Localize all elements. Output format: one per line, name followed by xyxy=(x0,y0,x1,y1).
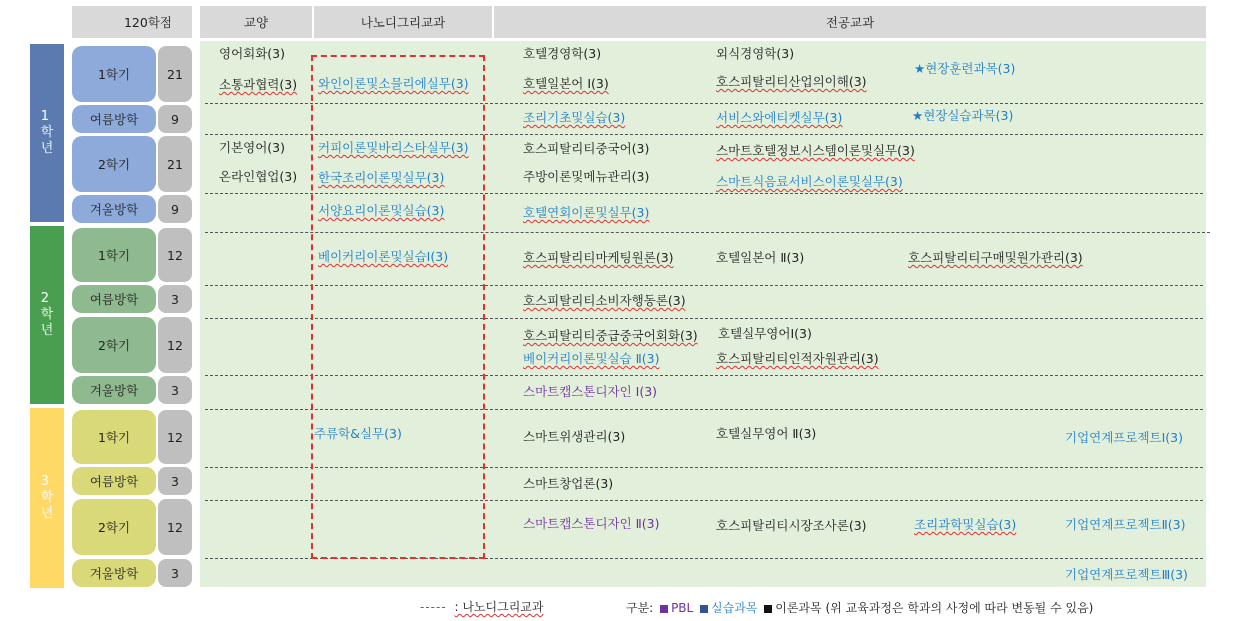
course: 호텔실무영어 Ⅱ(3) xyxy=(716,426,817,441)
course: 스마트캡스톤디자인 Ⅰ(3) xyxy=(523,384,658,399)
semester-box xyxy=(72,228,156,282)
course: 스마트창업론(3) xyxy=(523,476,614,491)
semester-box xyxy=(72,499,156,555)
credit-value: 9 xyxy=(171,111,179,127)
credit-value: 9 xyxy=(171,201,179,217)
nanodegree-header: 나노디그리교과 xyxy=(314,6,492,38)
course: 조리과학및실습(3) xyxy=(914,517,1017,532)
credit-box xyxy=(158,136,192,192)
course: 서비스와에티켓실무(3) xyxy=(716,110,843,125)
course: 소통과협력(3) xyxy=(219,77,298,92)
course: 주방이론및메뉴관리(3) xyxy=(523,169,650,184)
course: 스마트식음료서비스이론및실무(3) xyxy=(716,174,903,189)
course: 한국조리이론및실무(3) xyxy=(318,170,445,185)
credit-value: 12 xyxy=(167,337,183,353)
total-credits-label: 120학점 xyxy=(123,15,172,30)
credit-box xyxy=(158,46,192,102)
semester-name: 2학기 xyxy=(97,520,131,535)
course: 커피이론및바리스타실무(3) xyxy=(318,140,469,155)
course: 호스피탈리티중급중국어회화(3) xyxy=(523,328,698,343)
practice-label: 실습과목 xyxy=(711,601,758,615)
credit-box xyxy=(158,228,192,282)
year-1-band xyxy=(30,44,64,222)
nanodegree-legend-label: : 나노디그리교과 xyxy=(454,600,544,614)
theory-square-icon xyxy=(764,605,772,613)
course: 외식경영학(3) xyxy=(716,46,795,61)
course: 호텔실무영어Ⅰ(3) xyxy=(718,326,812,341)
pbl-label: PBL xyxy=(671,601,694,615)
semester-name: 2학기 xyxy=(97,338,131,353)
semester-name: 1학기 xyxy=(97,67,131,82)
course: 주류학&실무(3) xyxy=(314,426,402,441)
credit-box xyxy=(158,195,192,223)
course: 호텔연회이론및실무(3) xyxy=(523,205,650,220)
semester-name: 1학기 xyxy=(97,248,131,263)
course: 스마트호텔정보시스템이론및실무(3) xyxy=(716,143,915,158)
semester-name: 여름방학 xyxy=(89,474,139,489)
credit-value: 3 xyxy=(171,473,179,489)
course: 호스피탈리티시장조사론(3) xyxy=(716,518,867,533)
credit-value: 12 xyxy=(167,247,183,263)
semester-name: 여름방학 xyxy=(89,112,139,127)
nanodegree-legend-line: ----- xyxy=(420,600,447,614)
course: 스마트캡스톤디자인 Ⅱ(3) xyxy=(523,516,660,531)
credit-box xyxy=(158,499,192,555)
semester-box xyxy=(72,410,156,464)
course: 호스피탈리티산업의이해(3) xyxy=(716,74,867,89)
credit-value: 21 xyxy=(167,156,183,172)
semester-box xyxy=(72,136,156,192)
semester-name: 겨울방학 xyxy=(89,566,139,581)
category-legend xyxy=(626,599,1093,616)
nanodegree-legend xyxy=(420,598,544,615)
course: 호텔일본어 Ⅰ(3) xyxy=(523,76,609,91)
liberal-arts-header: 교양 xyxy=(200,6,312,38)
year-1-label: 1 학 년 xyxy=(40,109,54,156)
course: 베이커리이론및실습 Ⅱ(3) xyxy=(523,351,660,366)
course: 호텔경영학(3) xyxy=(523,46,602,61)
semester-box xyxy=(72,376,156,404)
credit-value: 12 xyxy=(167,519,183,535)
credit-value: 21 xyxy=(167,66,183,82)
semester-box xyxy=(72,285,156,313)
year-3-band xyxy=(30,408,64,588)
total-credits-header xyxy=(72,6,192,38)
semester-box xyxy=(72,105,156,133)
semester-name: 겨울방학 xyxy=(89,383,139,398)
course: 영어회화(3) xyxy=(219,46,286,61)
semester-name: 1학기 xyxy=(97,430,131,445)
credit-value: 3 xyxy=(171,382,179,398)
credit-value: 3 xyxy=(171,565,179,581)
year-2-band xyxy=(30,226,64,404)
semester-box xyxy=(72,317,156,373)
credit-box xyxy=(158,467,192,495)
course: 서양요리이론및실습(3) xyxy=(318,203,445,218)
course: 기업연계프로젝트Ⅱ(3) xyxy=(1065,517,1186,532)
semester-box xyxy=(72,559,156,587)
course: ★현장실습과목(3) xyxy=(912,108,1014,123)
theory-label: 이론과목 xyxy=(775,601,822,615)
course: 베이커리이론및실습Ⅰ(3) xyxy=(318,249,449,264)
semester-name: 2학기 xyxy=(97,157,131,172)
major-header: 전공교과 xyxy=(494,6,1206,38)
course: 스마트위생관리(3) xyxy=(523,429,626,444)
year-2-label: 2 학 년 xyxy=(40,291,54,338)
credit-value: 3 xyxy=(171,291,179,307)
nanodegree-outline xyxy=(311,55,485,559)
credit-box xyxy=(158,559,192,587)
course: 온라인협업(3) xyxy=(219,169,298,184)
course: 호스피탈리티구매및원가관리(3) xyxy=(908,250,1083,265)
semester-name: 겨울방학 xyxy=(89,202,139,217)
course: 호스피탈리티마케팅원론(3) xyxy=(523,250,674,265)
semester-box xyxy=(72,195,156,223)
course: 호스피탈리티인적자원관리(3) xyxy=(716,351,879,366)
course: 호스피탈리티소비자행동론(3) xyxy=(523,293,686,308)
credit-box xyxy=(158,317,192,373)
course: 와인이론및소믈리에실무(3) xyxy=(318,76,469,91)
year-3-label: 3 학 년 xyxy=(40,474,54,521)
semester-box xyxy=(72,46,156,102)
credit-value: 12 xyxy=(167,429,183,445)
practice-square-icon xyxy=(700,605,708,613)
credit-box xyxy=(158,410,192,464)
legend-note: (위 교육과정은 학과의 사정에 따라 변동될 수 있음) xyxy=(825,601,1094,615)
course: 기업연계프로젝트Ⅰ(3) xyxy=(1065,430,1183,445)
course: 조리기초및실습(3) xyxy=(523,110,626,125)
semester-name: 여름방학 xyxy=(89,292,139,307)
course: 기업연계프로젝트Ⅲ(3) xyxy=(1065,567,1188,582)
course: 호스피탈리티중국어(3) xyxy=(523,141,650,156)
credit-box xyxy=(158,105,192,133)
pbl-square-icon xyxy=(660,605,668,613)
course: 기본영어(3) xyxy=(219,140,286,155)
credit-box xyxy=(158,285,192,313)
course: ★현장훈련과목(3) xyxy=(914,61,1016,76)
category-prefix: 구분: xyxy=(626,601,654,615)
semester-box xyxy=(72,467,156,495)
course: 호텔일본어 Ⅱ(3) xyxy=(716,250,805,265)
credit-box xyxy=(158,376,192,404)
